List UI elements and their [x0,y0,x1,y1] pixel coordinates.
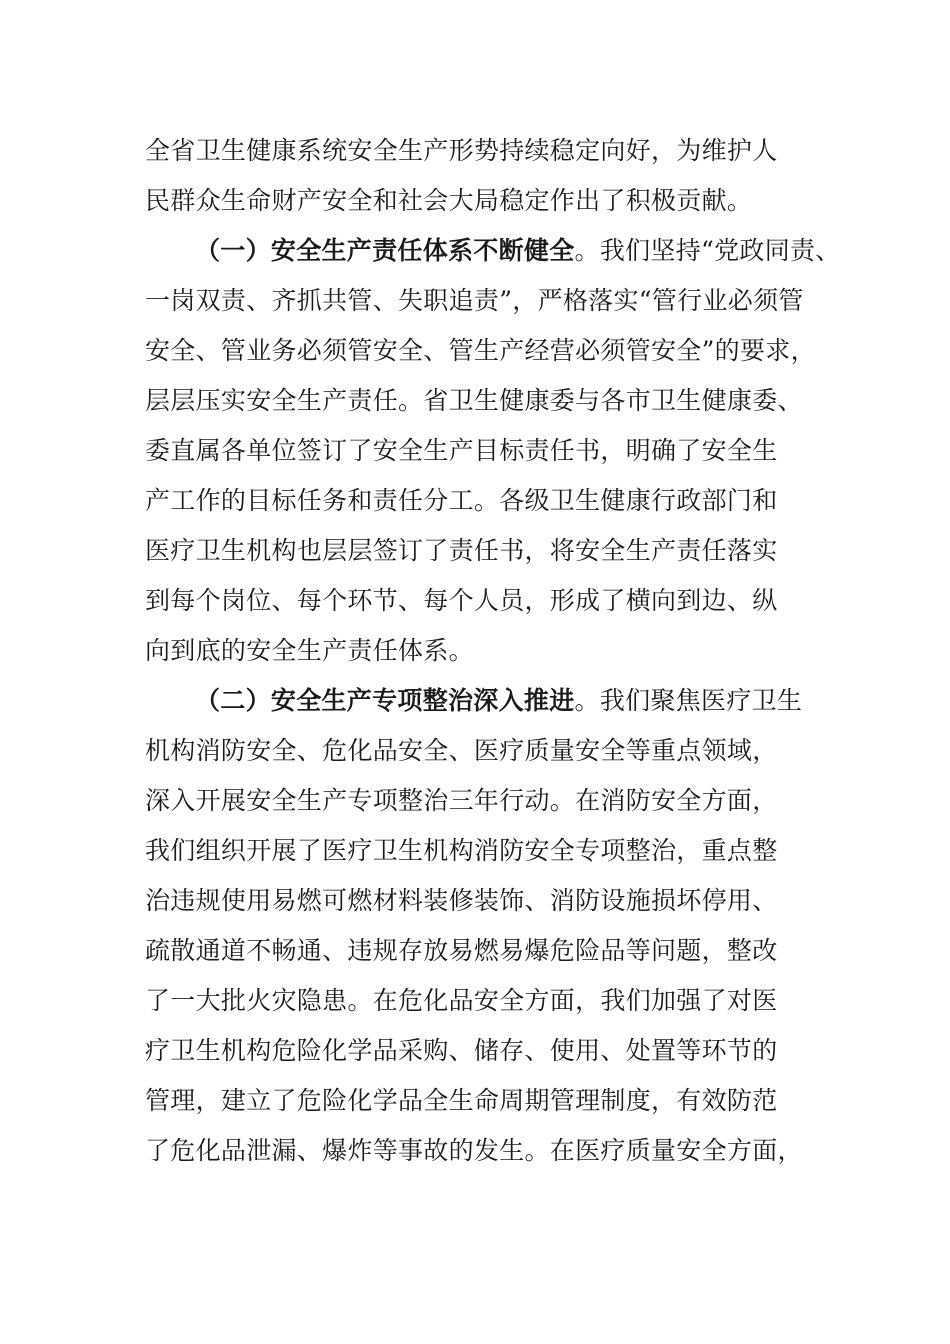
text-line: 委直属各单位签订了安全生产目标责任书，明确了安全生 [145,436,778,465]
text-line: 全省卫生健康系统安全生产形势持续稳定向好，为维护人 [145,136,778,165]
section-heading: （二）安全生产专项整治深入推进 [195,686,575,715]
section-heading-line [195,226,841,276]
text-line: 向到底的安全生产责任体系。 [145,636,474,665]
text-line: 到每个岗位、每个环节、每个人员，形成了横向到边、纵 [145,586,778,615]
text-line: 产工作的目标任务和责任分工。各级卫生健康行政部门和 [145,486,778,515]
text-span: 。我们聚焦医疗卫生 [574,686,803,715]
text-span: 。我们坚持“党政同责、 [574,236,841,265]
text-line: 深入开展安全生产专项整治三年行动。在消防安全方面， [145,786,778,815]
text-line: 机构消防安全、危化品安全、医疗质量安全等重点领域， [145,736,778,765]
text-line: 层层压实安全生产责任。省卫生健康委与各市卫生健康委、 [145,386,803,415]
text-line: 医疗卫生机构也层层签订了责任书，将安全生产责任落实 [145,536,778,565]
text-line: 一岗双责、齐抓共管、失职追责”，严格落实“管行业必须管 [145,286,804,315]
text-line: 疗卫生机构危险化学品采购、储存、使用、处置等环节的 [145,1036,778,1065]
text-line: 管理，建立了危险化学品全生命周期管理制度，有效防范 [145,1086,778,1115]
text-line: 安全、管业务必须管安全、管生产经营必须管安全”的要求， [145,336,816,365]
text-line: 治违规使用易燃可燃材料装修装饰、消防设施损坏停用、 [145,886,778,915]
text-line: 了危化品泄漏、爆炸等事故的发生。在医疗质量安全方面， [145,1136,803,1165]
text-line: 了一大批火灾隐患。在危化品安全方面，我们加强了对医 [145,986,778,1015]
text-line: 我们组织开展了医疗卫生机构消防安全专项整治，重点整 [145,836,778,865]
text-line: 疏散通道不畅通、违规存放易燃易爆危险品等问题，整改 [145,936,778,965]
section-heading-line [195,676,802,726]
section-heading: （一）安全生产责任体系不断健全 [195,236,575,265]
text-line: 民群众生命财产安全和社会大局稳定作出了积极贡献。 [145,186,753,215]
